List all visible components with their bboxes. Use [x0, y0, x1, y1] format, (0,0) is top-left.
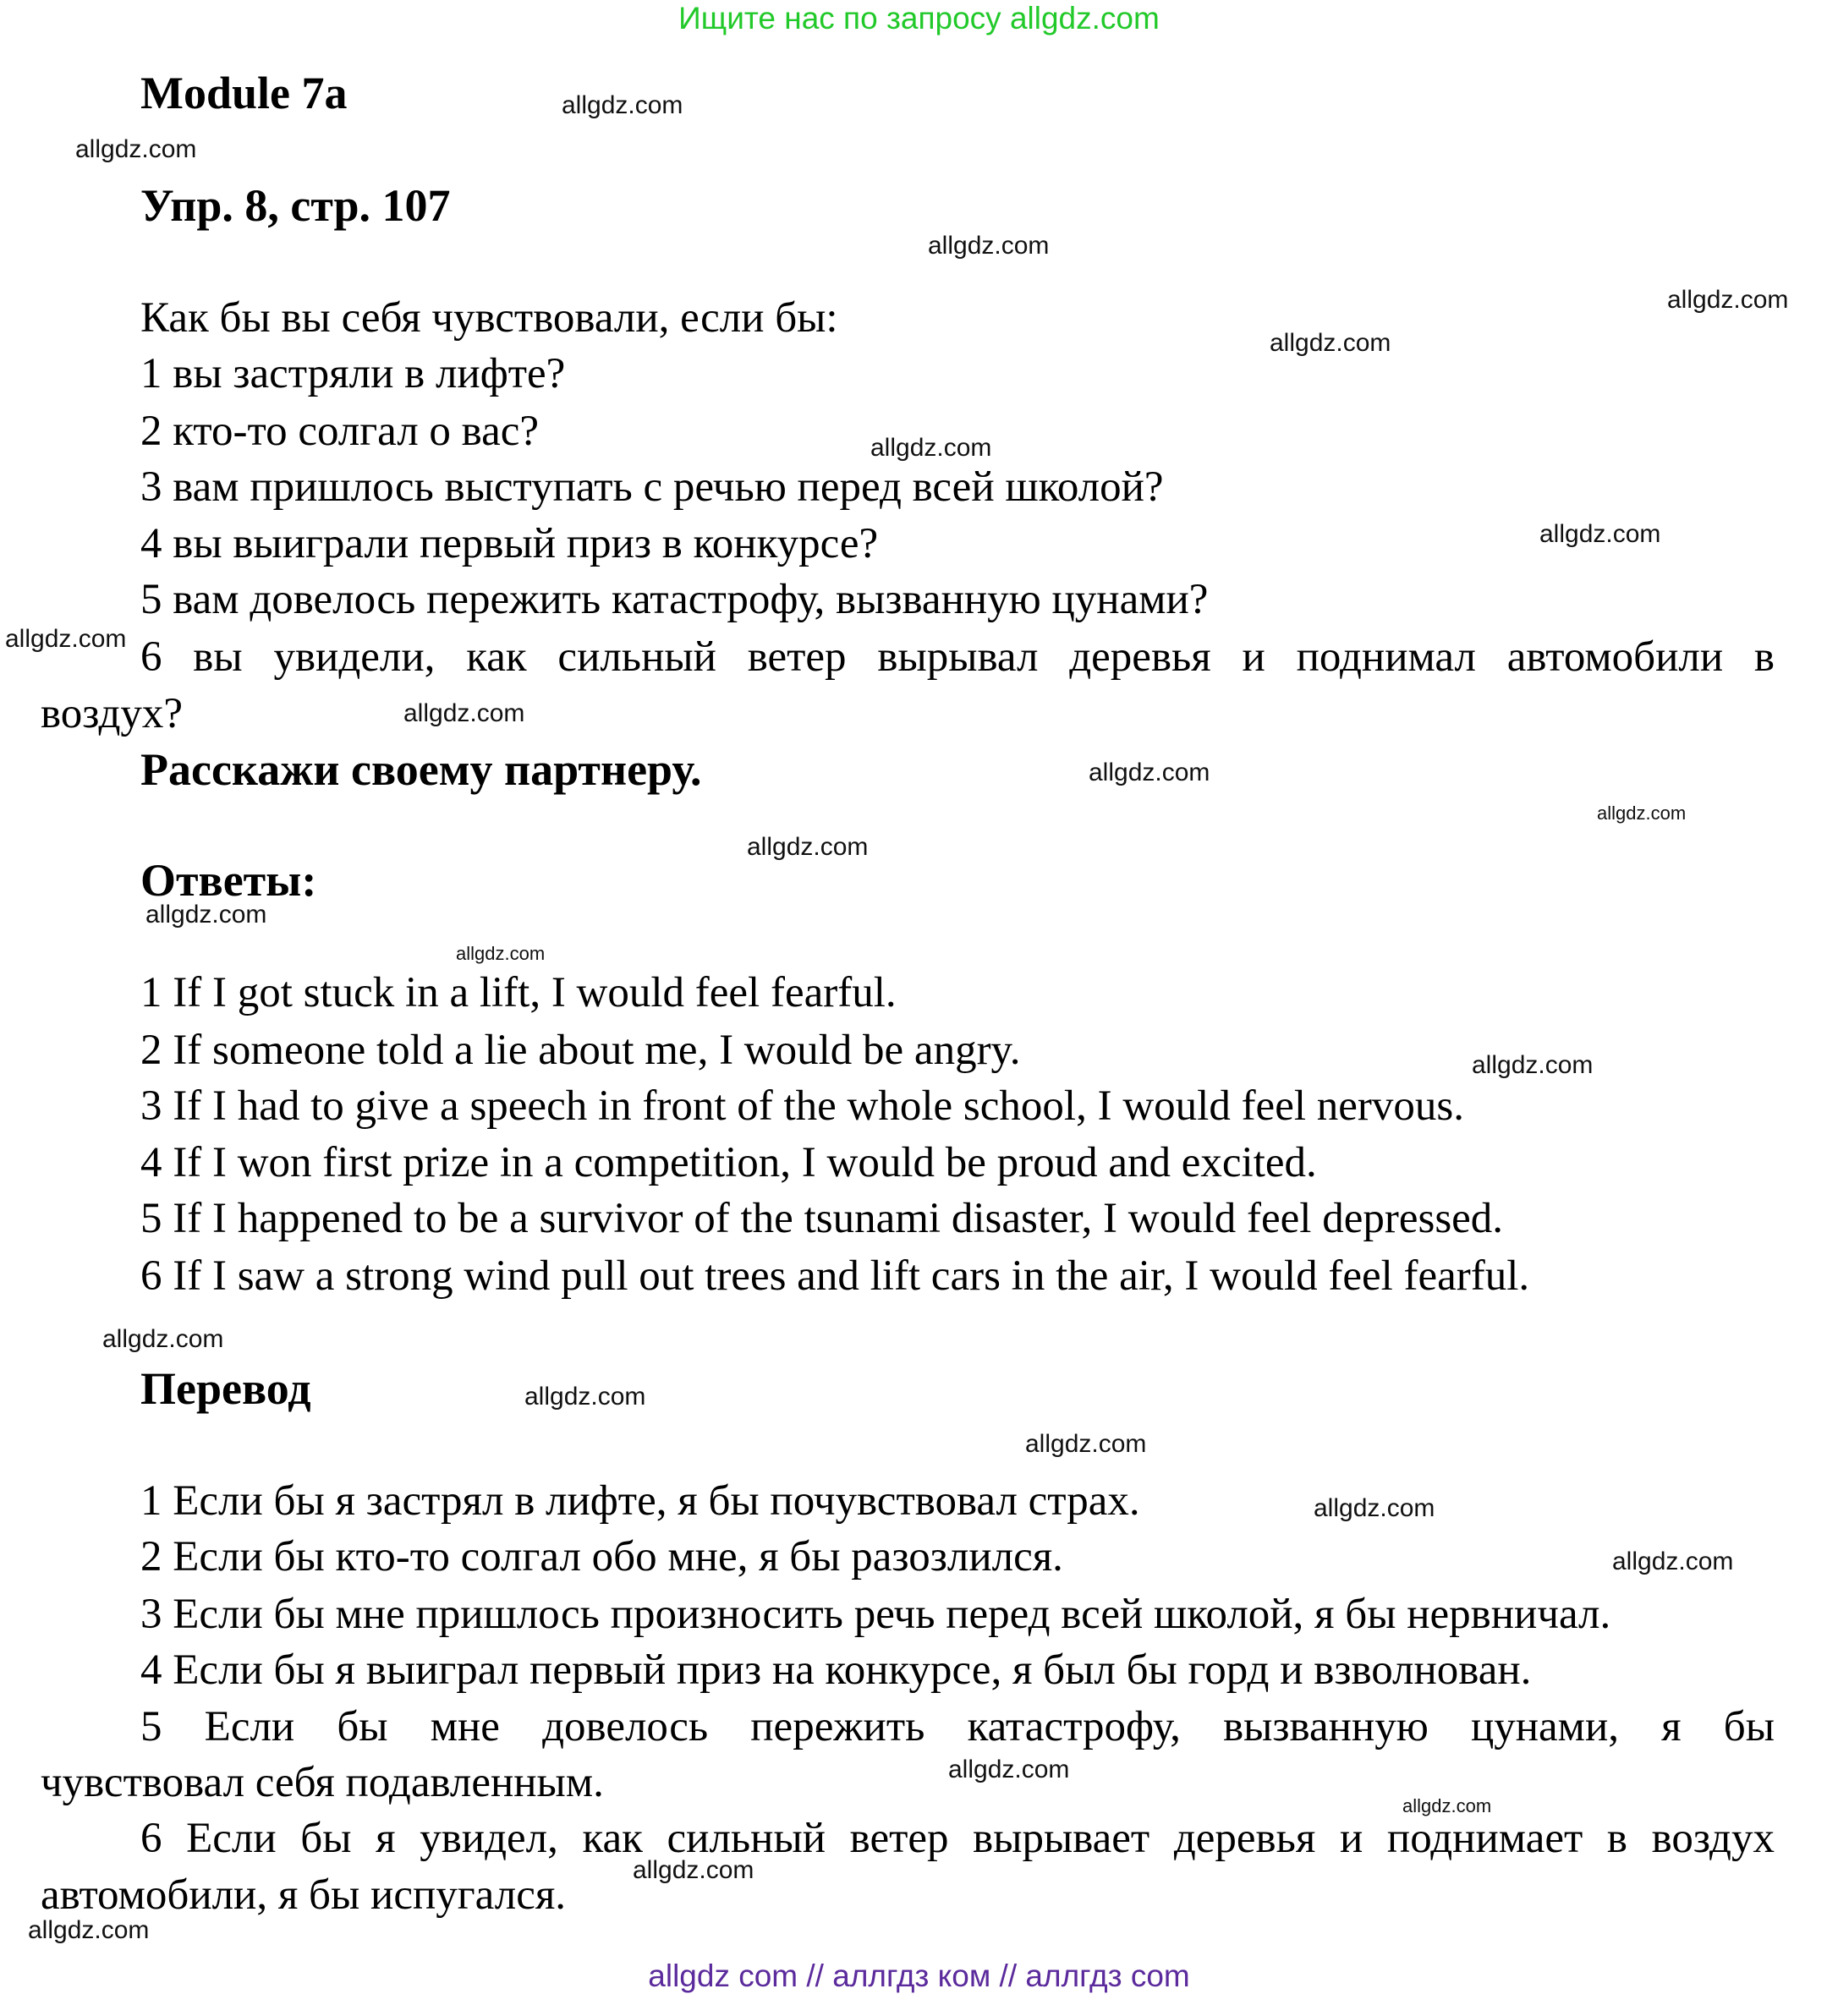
translation-item: 6 Если бы я увидел, как сильный ветер вырывает деревья и поднимает в воздух: [140, 1815, 1775, 1862]
task-item: 3 вам пришлось выступать с речью перед всей школой?: [140, 463, 1164, 511]
task-item: 4 вы выиграли первый приз в конкурсе?: [140, 520, 879, 567]
watermark: allgdz.com: [28, 1916, 150, 1944]
task-instruction: Расскажи своему партнеру.: [140, 744, 702, 795]
answer-item: 6 If I saw a strong wind pull out trees and lift cars in the air, I would feel fearful.: [140, 1252, 1530, 1300]
watermark: allgdz.com: [1612, 1548, 1734, 1575]
watermark: allgdz.com: [1472, 1051, 1594, 1079]
translation-item: 1 Если бы я застрял в лифте, я бы почувствовал страх.: [140, 1477, 1140, 1525]
translation-heading: Перевод: [140, 1363, 311, 1414]
watermark: allgdz.com: [1597, 803, 1687, 824]
footer-banner: allgdz com // аллгдз ком // аллгдз com: [648, 1958, 1190, 1993]
translation-item: 5 Если бы мне довелось пережить катастрофу, вызванную цунами, я бы: [140, 1703, 1775, 1750]
watermark: allgdz.com: [562, 91, 683, 119]
watermark: allgdz.com: [633, 1856, 754, 1884]
module-title: Module 7a: [140, 68, 348, 118]
watermark: allgdz.com: [75, 135, 197, 163]
translation-item-continuation: чувствовал себя подавленным.: [41, 1759, 604, 1806]
watermark: allgdz.com: [928, 232, 1050, 260]
answer-item: 5 If I happened to be a survivor of the tsunami disaster, I would feel depressed.: [140, 1195, 1504, 1242]
watermark: allgdz.com: [1025, 1430, 1147, 1458]
watermark: allgdz.com: [403, 699, 525, 727]
answer-item: 4 If I won first prize in a competition, I would be proud and excited.: [140, 1139, 1317, 1186]
watermark: allgdz.com: [524, 1383, 646, 1411]
translation-item-continuation: автомобили, я бы испугался.: [41, 1871, 567, 1919]
answer-item: 3 If I had to give a speech in front of the whole school, I would feel nervous.: [140, 1082, 1464, 1130]
task-item-continuation: воздух?: [41, 690, 184, 737]
translation-item: 3 Если бы мне пришлось произносить речь перед всей школой, я бы нервничал.: [140, 1591, 1611, 1638]
watermark: allgdz.com: [948, 1756, 1070, 1783]
task-item: 2 кто-то солгал о вас?: [140, 408, 540, 455]
translation-item: 2 Если бы кто-то солгал обо мне, я бы разозлился.: [140, 1533, 1063, 1580]
task-item: 5 вам довелось пережить катастрофу, вызванную цунами?: [140, 576, 1209, 623]
task-intro: Как бы вы себя чувствовали, если бы:: [140, 294, 838, 342]
watermark: allgdz.com: [747, 833, 869, 861]
task-item: 6 вы увидели, как сильный ветер вырывал деревья и поднимал автомобили в: [140, 633, 1775, 681]
watermark: allgdz.com: [102, 1325, 224, 1353]
watermark: allgdz.com: [1089, 759, 1210, 786]
watermark: allgdz.com: [1667, 286, 1789, 314]
watermark: allgdz.com: [1314, 1494, 1435, 1522]
watermark: allgdz.com: [1402, 1795, 1492, 1816]
watermark: allgdz.com: [1270, 329, 1391, 357]
answers-heading: Ответы:: [140, 855, 317, 906]
answer-item: 1 If I got stuck in a lift, I would feel fearful.: [140, 969, 897, 1016]
answer-item: 2 If someone told a lie about me, I would be angry.: [140, 1027, 1021, 1074]
watermark: allgdz.com: [456, 943, 546, 964]
watermark: allgdz.com: [5, 625, 127, 653]
exercise-title: Упр. 8, стр. 107: [140, 180, 451, 231]
header-banner: Ищите нас по запросу allgdz.com: [678, 1, 1160, 36]
task-item: 1 вы застряли в лифте?: [140, 350, 566, 397]
watermark: allgdz.com: [1539, 520, 1661, 548]
translation-item: 4 Если бы я выиграл первый приз на конкурсе, я был бы горд и взволнован.: [140, 1646, 1532, 1694]
watermark: allgdz.com: [145, 901, 267, 929]
watermark: allgdz.com: [870, 434, 992, 462]
